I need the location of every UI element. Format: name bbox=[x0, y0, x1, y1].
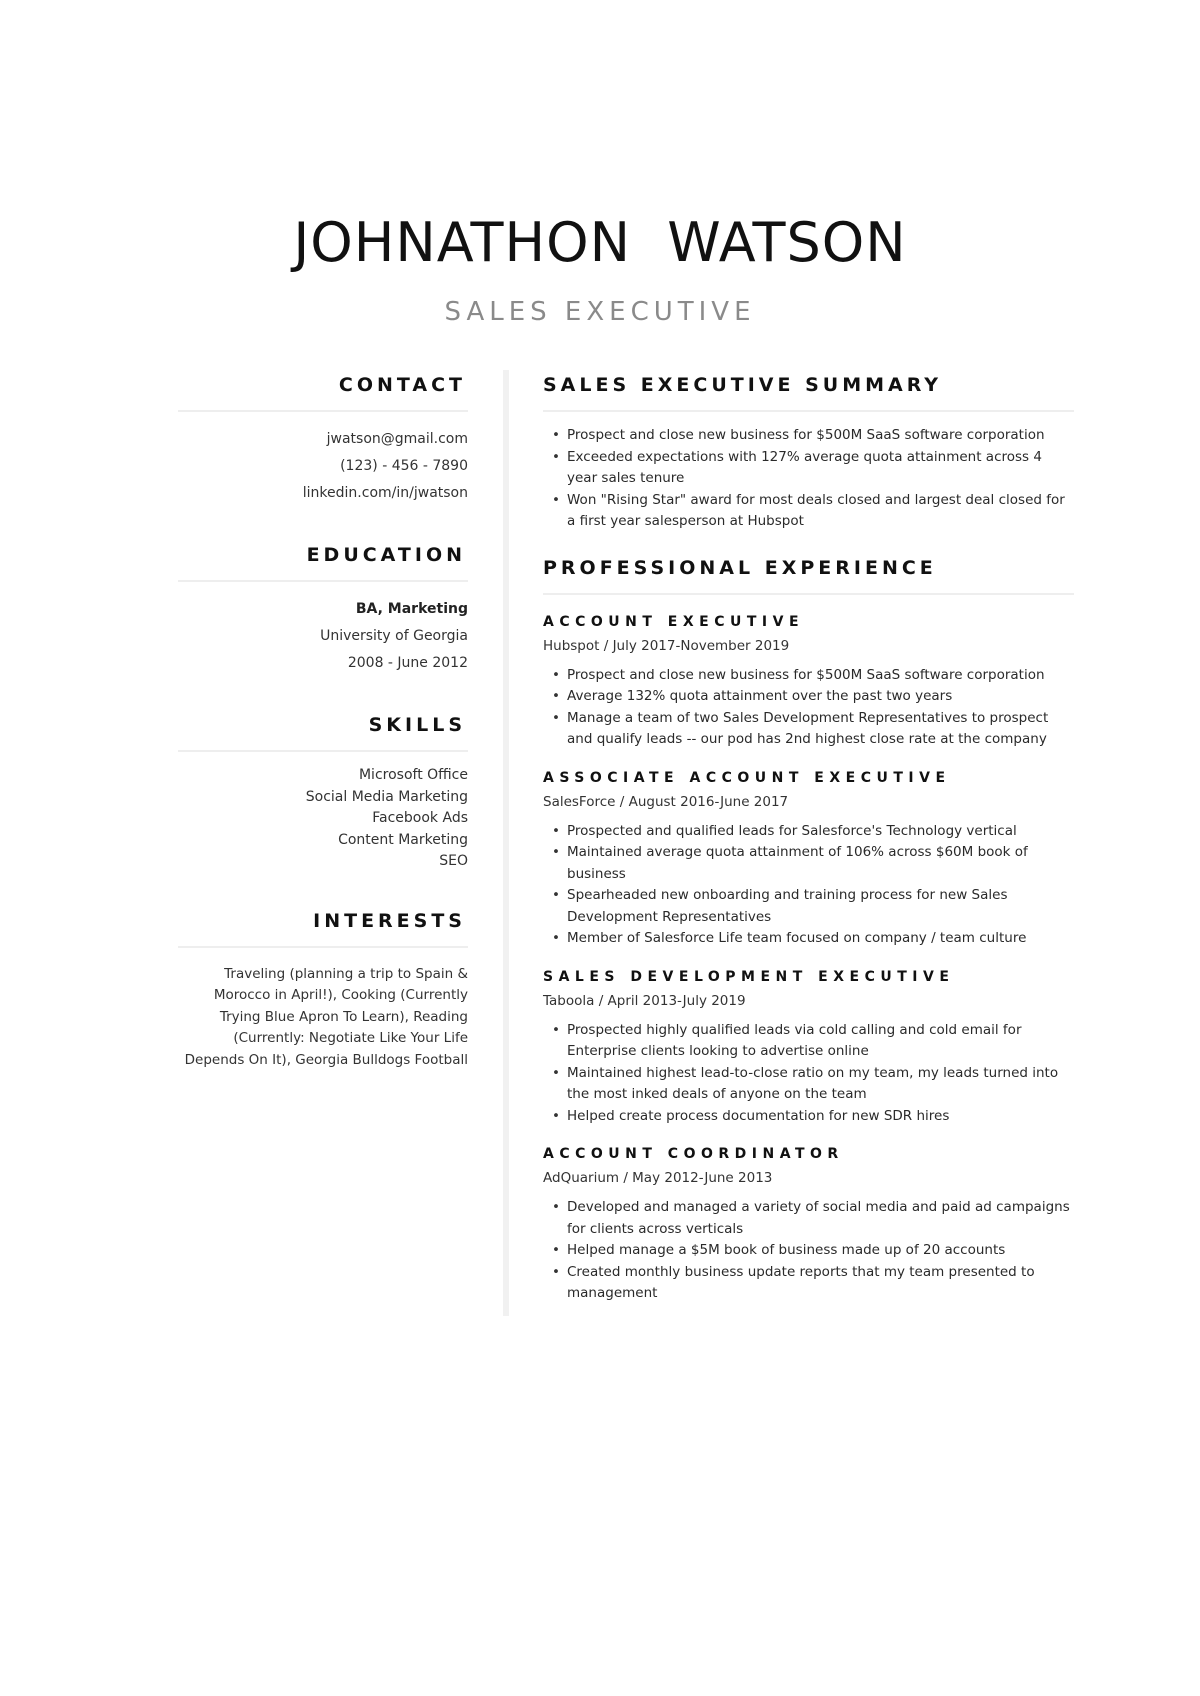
contact-details bbox=[178, 426, 468, 507]
job-title: ASSOCIATE ACCOUNT EXECUTIVE bbox=[543, 769, 951, 786]
job-bullet: • Helped manage a $5M book of business made up of 20 accounts bbox=[543, 1240, 1074, 1262]
skills-section bbox=[178, 710, 468, 873]
contact-email: jwatson@gmail.com bbox=[326, 431, 468, 447]
job-bullets bbox=[543, 665, 1074, 751]
skill-item: Microsoft Office bbox=[358, 767, 468, 783]
education-heading: EDUCATION bbox=[306, 544, 466, 566]
job-entry bbox=[543, 611, 1074, 751]
education-details bbox=[178, 596, 468, 677]
job-entry bbox=[543, 1143, 1074, 1305]
skill-item: Content Marketing bbox=[338, 831, 468, 848]
resume-header bbox=[0, 210, 1200, 328]
job-meta: SalesForce / August 2016-June 2017 bbox=[543, 793, 789, 810]
experience-rule bbox=[543, 593, 1074, 595]
job-bullet: • Prospected highly qualified leads via cold calling and cold email for Enterprise clients looking to advertise online bbox=[543, 1020, 1074, 1063]
job-bullet: • Prospect and close new business for $500M SaaS software corporation bbox=[543, 665, 1074, 687]
education-school: University of Georgia bbox=[320, 628, 468, 644]
interests-section bbox=[178, 906, 468, 1072]
job-entry bbox=[543, 767, 1074, 950]
skills-heading: SKILLS bbox=[368, 714, 466, 736]
skills-rule bbox=[178, 750, 468, 752]
column-divider bbox=[503, 370, 509, 1316]
job-meta: AdQuarium / May 2012-June 2013 bbox=[543, 1170, 773, 1186]
skill-item: SEO bbox=[439, 853, 468, 869]
job-meta: Taboola / April 2013-July 2019 bbox=[543, 992, 746, 1009]
skill-item: Facebook Ads bbox=[372, 810, 468, 826]
job-bullet: • Developed and managed a variety of social media and paid ad campaigns for clients across verticals bbox=[543, 1197, 1074, 1240]
education-section bbox=[178, 540, 468, 677]
contact-phone: (123) - 456 - 7890 bbox=[340, 458, 468, 474]
left-column bbox=[178, 370, 468, 1104]
education-dates: 2008 - June 2012 bbox=[347, 655, 468, 671]
job-title: SALES DEVELOPMENT EXECUTIVE bbox=[543, 968, 955, 985]
job-bullet: • Helped create process documentation for new SDR hires bbox=[543, 1106, 1074, 1128]
job-bullet: • Average 132% quota attainment over the past two years bbox=[543, 686, 1074, 708]
summary-section bbox=[543, 370, 1074, 533]
experience-section bbox=[543, 553, 1074, 1305]
job-bullet: • Created monthly business update reports that my team presented to management bbox=[543, 1262, 1074, 1305]
job-bullet: • Spearheaded new onboarding and training process for new Sales Development Representatives bbox=[543, 885, 1074, 928]
candidate-role: SALES EXECUTIVE bbox=[444, 297, 756, 327]
interests-rule bbox=[178, 946, 468, 948]
job-bullet: • Maintained average quota attainment of 106% across $60M book of business bbox=[543, 842, 1074, 885]
summary-list bbox=[543, 425, 1074, 533]
job-bullets bbox=[543, 821, 1074, 950]
right-column bbox=[543, 370, 1074, 1325]
job-bullets bbox=[543, 1020, 1074, 1128]
job-title: ACCOUNT EXECUTIVE bbox=[543, 613, 805, 630]
skills-list bbox=[178, 765, 468, 873]
job-bullet: • Manage a team of two Sales Development Representatives to prospect and qualify leads -- our pod has 2nd highest close rate at the company bbox=[543, 708, 1074, 751]
summary-bullet: • Exceeded expectations with 127% average quota attainment across 4 year sales tenure bbox=[543, 447, 1074, 490]
education-rule bbox=[178, 580, 468, 582]
job-entry bbox=[543, 966, 1074, 1128]
job-bullet: • Member of Salesforce Life team focused on company / team culture bbox=[543, 928, 1074, 950]
candidate-name: JOHNATHON WATSON bbox=[293, 211, 907, 274]
contact-heading: CONTACT bbox=[338, 374, 466, 396]
job-title: ACCOUNT COORDINATOR bbox=[543, 1146, 844, 1162]
interests-text: Traveling (planning a trip to Spain & Morocco in April!), Cooking (Currently Trying Blue Apron To Learn), Reading (Currently: Negotiate Like Your Life Depends On It), Georgia Bulldogs Football bbox=[184, 965, 468, 1068]
skill-item: Social Media Marketing bbox=[305, 788, 468, 805]
summary-bullet: • Prospect and close new business for $500M SaaS software corporation bbox=[543, 425, 1074, 447]
contact-section bbox=[178, 370, 468, 507]
summary-rule bbox=[543, 410, 1074, 412]
summary-bullet: • Won "Rising Star" award for most deals closed and largest deal closed for a first year salesperson at Hubspot bbox=[543, 490, 1074, 533]
contact-linkedin: linkedin.com/in/jwatson bbox=[302, 485, 468, 501]
experience-heading: PROFESSIONAL EXPERIENCE bbox=[543, 556, 937, 579]
job-bullets bbox=[543, 1197, 1074, 1305]
job-bullet: • Maintained highest lead-to-close ratio on my team, my leads turned into the most inked deals of anyone on the team bbox=[543, 1063, 1074, 1106]
interests-heading: INTERESTS bbox=[313, 909, 466, 932]
contact-rule bbox=[178, 410, 468, 412]
job-meta: Hubspot / July 2017-November 2019 bbox=[543, 637, 790, 654]
job-bullet: • Prospected and qualified leads for Salesforce's Technology vertical bbox=[543, 821, 1074, 843]
education-degree: BA, Marketing bbox=[355, 601, 468, 617]
summary-heading: SALES EXECUTIVE SUMMARY bbox=[543, 374, 943, 396]
